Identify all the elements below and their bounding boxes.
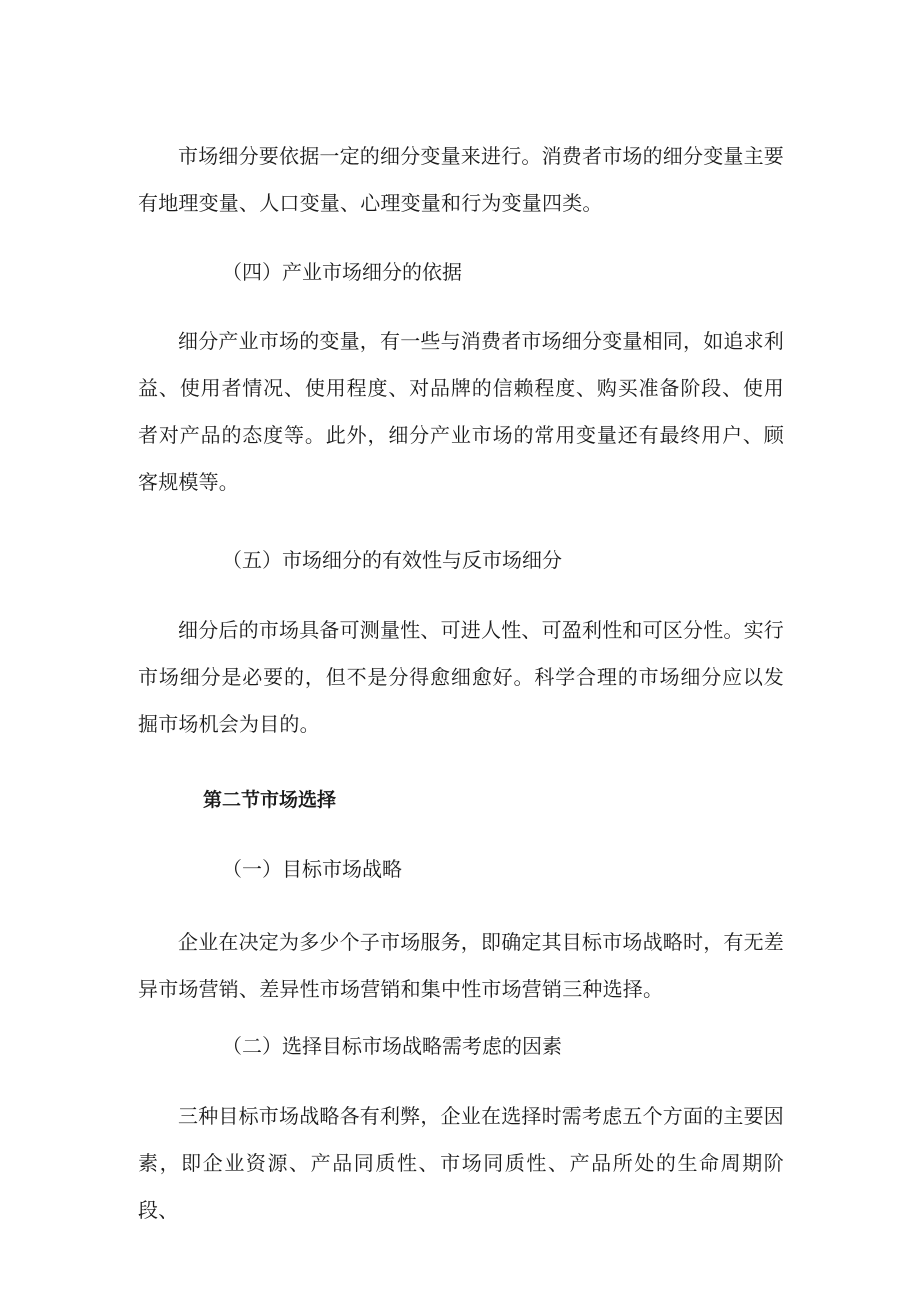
subheading-target-market-strategy: （一）目标市场战略 bbox=[222, 857, 402, 881]
paragraph-industrial-variables: 细分产业市场的变量，有一些与消费者市场细分变量相同，如追求利益、使用者情况、使用程度、对品牌的信赖程度、购买准备阶段、使用者对产品的态度等。此外，细分产业市场的常用变量还有最终用户、顾客规模等。 bbox=[138, 329, 784, 494]
paragraph-strategy-factors: 三种目标市场战略各有利弊，企业在选择时需考虑五个方面的主要因素，即企业资源、产品同质性、市场同质性、产品所处的生命周期阶段、 bbox=[138, 1104, 784, 1222]
subheading-industrial-segmentation: （四）产业市场细分的依据 bbox=[222, 260, 462, 284]
paragraph-segmentation-validity: 细分后的市场具备可测量性、可进人性、可盈利性和可区分性。实行市场细分是必要的，但不是分得愈细愈好。科学合理的市场细分应以发掘市场机会为目的。 bbox=[138, 618, 784, 736]
section-title-market-selection: 第二节市场选择 bbox=[203, 789, 337, 811]
paragraph-target-market-strategy: 企业在决定为多少个子市场服务，即确定其目标市场战略时，有无差异市场营销、差异性市场营销和集中性市场营销三种选择。 bbox=[138, 930, 784, 1001]
subheading-segmentation-validity: （五）市场细分的有效性与反市场细分 bbox=[222, 548, 562, 572]
subheading-strategy-factors: （二）选择目标市场战略需考虑的因素 bbox=[222, 1034, 562, 1058]
paragraph-segmentation-variables: 市场细分要依据一定的细分变量来进行。消费者市场的细分变量主要有地理变量、人口变量、心理变量和行为变量四类。 bbox=[138, 144, 784, 215]
